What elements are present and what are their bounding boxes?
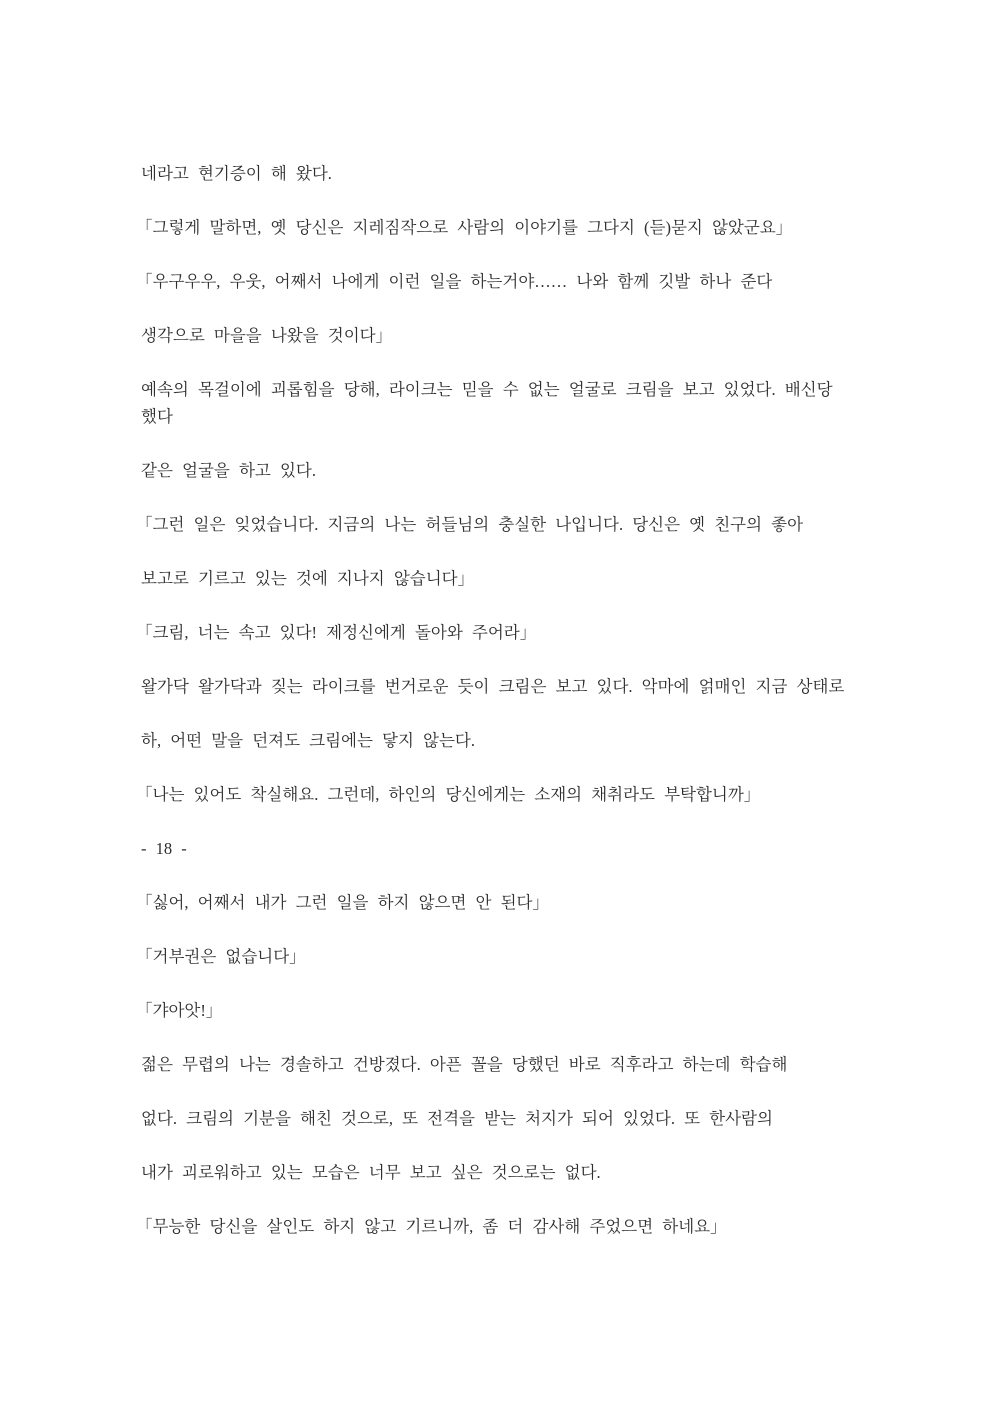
paragraph-line: 왈가닥 왈가닥과 짖는 라이크를 번거로운 듯이 크림은 보고 있다. 악마에 얽매인 지금 상태로 [141,677,845,696]
paragraph-line: 같은 얼굴을 하고 있다. [141,461,316,480]
dialogue-line: 「거부권은 없습니다」 [136,947,306,966]
wrapped-continuation-line: 했다 [141,407,173,426]
dialogue-line: 「그렇게 말하면, 옛 당신은 지레짐작으로 사람의 이야기를 그다지 (듣)묻지 않았군요」 [136,218,793,237]
dialogue-line: 「나는 있어도 착실해요. 그런데, 하인의 당신에게는 소재의 채취라도 부탁합니까」 [136,785,761,804]
dialogue-line: 「싫어, 어째서 내가 그런 일을 하지 않으면 안 된다」 [136,893,549,912]
paragraph-line: 생각으로 마을을 나왔을 것이다」 [141,326,393,345]
page-number: - 18 - [141,839,187,858]
dialogue-line: 「갸아앗!」 [136,1001,223,1020]
paragraph-line: 예속의 목걸이에 괴롭힘을 당해, 라이크는 믿을 수 없는 얼굴로 크림을 보고 있었다. 배신당 [141,380,833,399]
paragraph-line: 없다. 크림의 기분을 해친 것으로, 또 전격을 받는 처지가 되어 있었다. 또 한사람의 [141,1109,773,1128]
paragraph-line: 내가 괴로워하고 있는 모습은 너무 보고 싶은 것으로는 없다. [141,1163,601,1182]
paragraph-line: 하, 어떤 말을 던져도 크림에는 닿지 않는다. [141,731,475,750]
dialogue-line: 「우구우우, 우웃, 어째서 나에게 이런 일을 하는거야…… 나와 함께 깃발 하나 준다 [136,272,773,291]
dialogue-line: 「크림, 너는 속고 있다! 제정신에게 돌아와 주어라」 [136,623,537,642]
paragraph-line: 보고로 기르고 있는 것에 지나지 않습니다」 [141,569,475,588]
dialogue-line: 「그런 일은 잊었습니다. 지금의 나는 허들님의 충실한 나입니다. 당신은 옛 친구의 좋아 [136,515,804,534]
paragraph-line: 네라고 현기증이 해 왔다. [141,164,332,183]
dialogue-line: 「무능한 당신을 살인도 하지 않고 기르니까, 좀 더 감사해 주었으면 하네요」 [136,1217,727,1236]
paragraph-line: 젊은 무렵의 나는 경솔하고 건방졌다. 아픈 꼴을 당했던 바로 직후라고 하는데 학습해 [141,1055,788,1074]
